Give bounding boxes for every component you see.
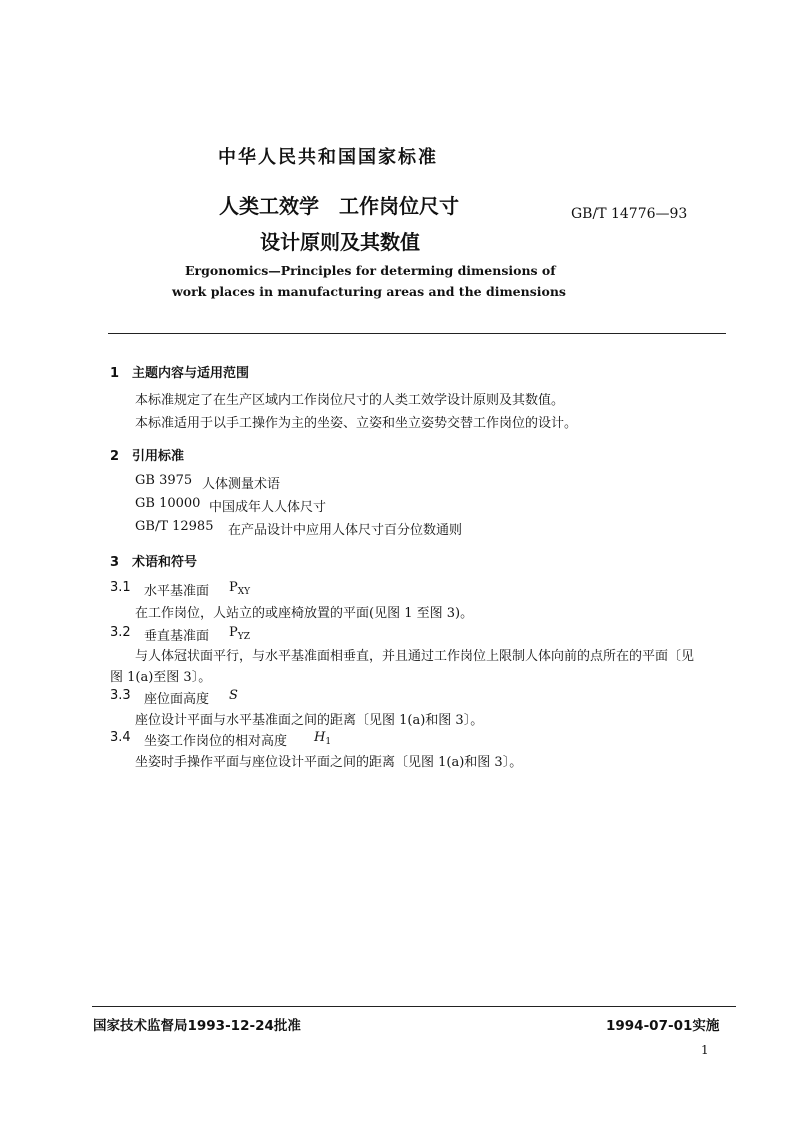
section-1-paragraph-1: 本标准规定了在生产区域内工作岗位尺寸的人类工效学设计原则及其数值。 (135, 393, 565, 408)
document-title-line1: 人类工效学 工作岗位尺寸 (219, 194, 459, 218)
term-symbol: $P_{XY}$ (229, 580, 251, 597)
reference-title: 中国成年人人体尺寸 (209, 500, 327, 515)
term-definition: 在工作岗位，人站立的或座椅放置的平面(见图 1 至图 3)。 (135, 606, 474, 621)
footer-divider (92, 1006, 736, 1007)
term-definition: 坐姿时手操作平面与座位设计平面之间的距离〔见图 1(a)和图 3〕。 (135, 755, 523, 770)
term-number: 3.2 (110, 625, 131, 640)
term-symbol: $H_1$ (314, 730, 332, 747)
term-number: 3.3 (110, 688, 131, 703)
reference-code: GB 10000 (135, 496, 201, 511)
term-name: 水平基准面 (144, 584, 210, 599)
term-symbol: S (229, 688, 238, 703)
term-number: 3.4 (110, 730, 131, 745)
section-3-heading: 3 术语和符号 (110, 555, 198, 570)
term-definition: 与人体冠状面平行，与水平基准面相垂直，并且通过工作岗位上限制人体向前的点所在的平面〔见 (135, 649, 695, 664)
section-1-heading: 1 主题内容与适用范围 (110, 366, 250, 381)
reference-title: 人体测量术语 (202, 477, 281, 492)
term-name: 座位面高度 (144, 692, 210, 707)
page-number: 1 (701, 1043, 709, 1057)
english-title-line2: work places in manufacturing areas and the dimensions (172, 284, 566, 299)
section-2-heading: 2 引用标准 (110, 449, 185, 464)
term-definition-continued: 图 1(a)至图 3〕。 (110, 670, 212, 685)
term-definition: 座位设计平面与水平基准面之间的距离〔见图 1(a)和图 3〕。 (135, 713, 484, 728)
term-symbol: $P_{YZ}$ (229, 625, 250, 642)
reference-code: GB/T 12985 (135, 519, 214, 534)
document-title-line2: 设计原则及其数值 (260, 230, 420, 254)
term-name: 坐姿工作岗位的相对高度 (144, 734, 288, 749)
reference-code: GB 3975 (135, 473, 193, 488)
english-title-line1: Ergonomics—Principles for determing dimensions of (185, 263, 556, 278)
header-divider (108, 333, 726, 334)
standard-org-title: 中华人民共和国国家标准 (218, 147, 438, 168)
standard-code: GB/T 14776—93 (571, 206, 688, 222)
term-name: 垂直基准面 (144, 629, 210, 644)
effective-date: 1994-07-01实施 (606, 1018, 720, 1034)
section-1-paragraph-2: 本标准适用于以手工操作为主的坐姿、立姿和坐立姿势交替工作岗位的设计。 (135, 416, 578, 431)
term-number: 3.1 (110, 580, 131, 595)
approval-statement: 国家技术监督局1993-12-24批准 (93, 1018, 301, 1034)
reference-title: 在产品设计中应用人体尺寸百分位数通则 (228, 523, 463, 538)
